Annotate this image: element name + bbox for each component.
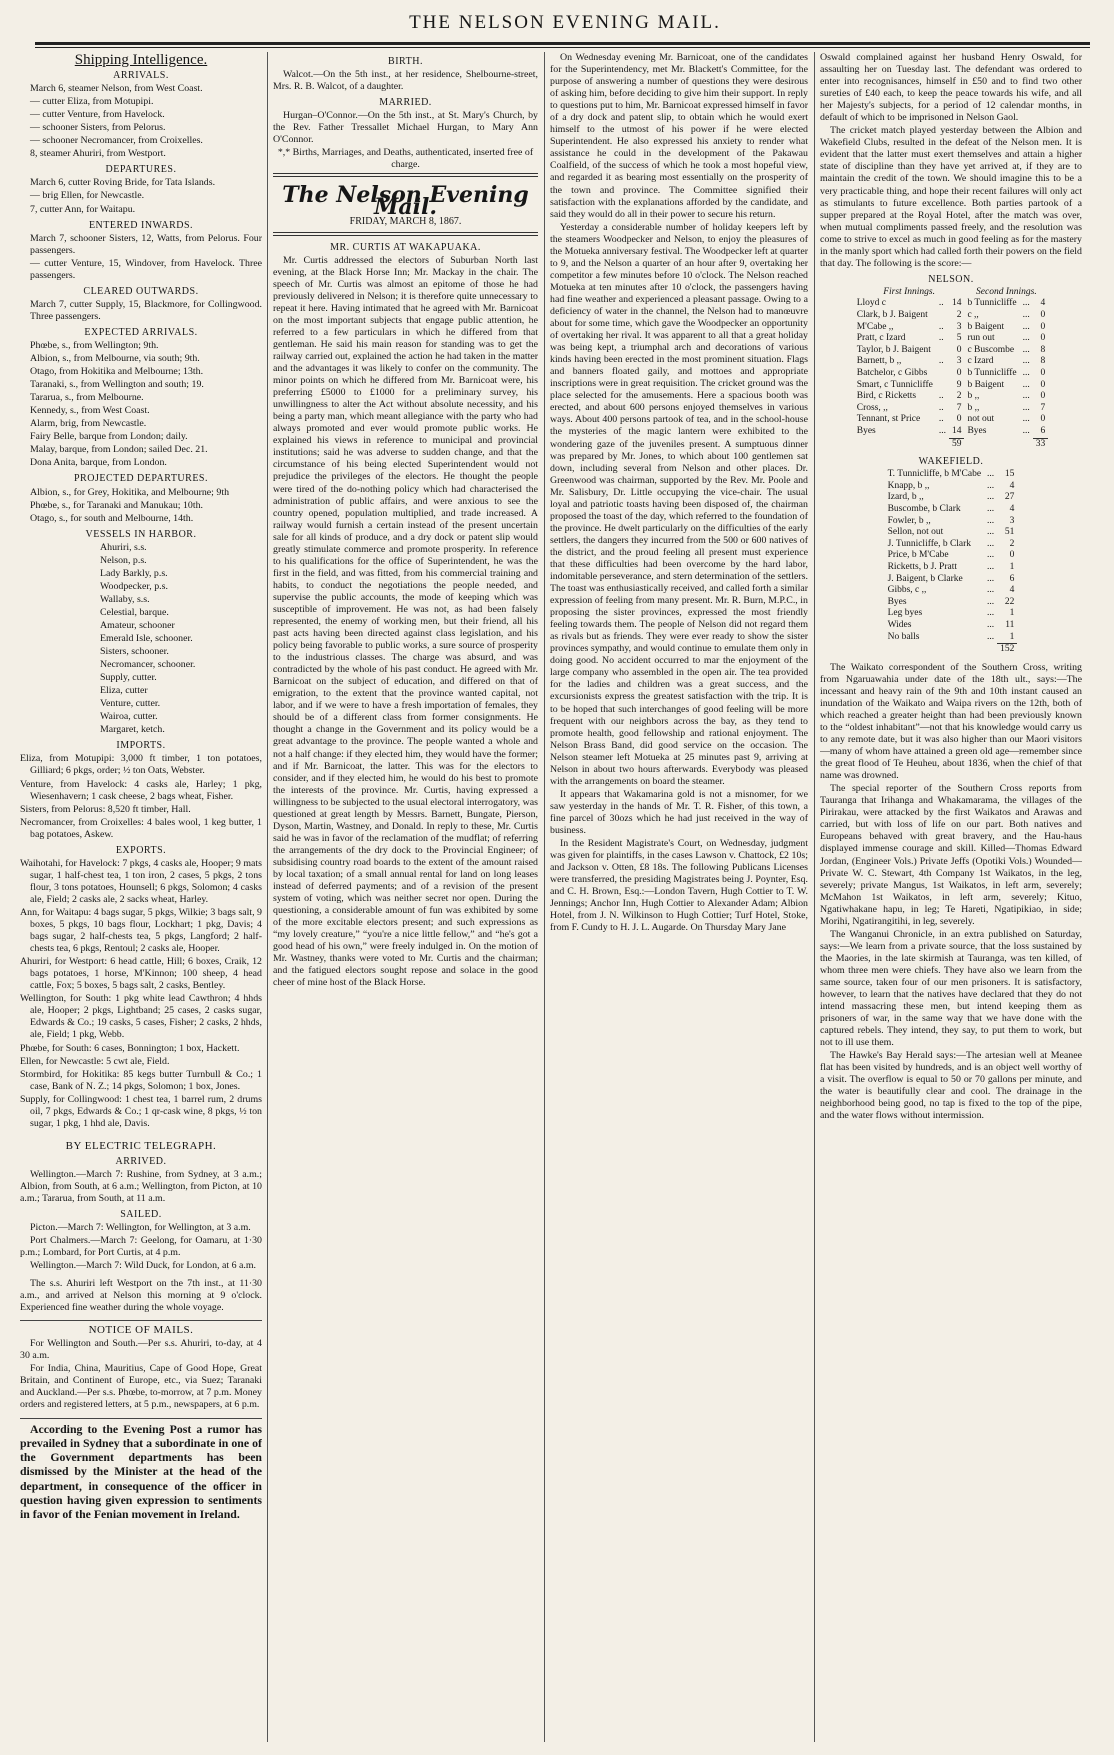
text-line: For India, China, Mauritius, Cape of Good Hope, Great Britain, and Continent of Europe, etc., via Suez; Taranaki and Auckland.—Per s.s. Phœbe, to-morrow, at 7 p.m. Money orders and registered letters, at 5 p.m., newspapers, at 6 p.m.: [20, 1362, 262, 1410]
score-cell: 8: [1040, 344, 1046, 355]
text-line: Albion, s., from Melbourne, via south; 9th.: [30, 353, 200, 365]
expected-list: [20, 340, 262, 469]
score-cell: ...: [987, 619, 995, 630]
wakefield-score-heading: WAKEFIELD.: [918, 456, 984, 468]
text-line: Otago, from Hokitika and Melbourne; 13th.: [30, 366, 204, 378]
score-row: [885, 481, 1018, 493]
arrivals-list: [20, 83, 262, 160]
text-line: Emerald Isle, schooner.: [100, 633, 193, 645]
score-cell: b Baigent: [967, 379, 1005, 390]
score-cell: No balls: [887, 631, 920, 642]
article-body: [273, 255, 538, 990]
text-line: Woodpecker, p.s.: [100, 580, 168, 592]
score-cell: ..: [938, 414, 944, 425]
score-row: [885, 574, 1018, 586]
score-row: [885, 550, 1018, 562]
score-cell: J. Baigent, b Clarke: [887, 573, 963, 584]
text-line: Amateur, schooner: [100, 619, 175, 631]
text-line: Ahuriri, s.s.: [100, 541, 147, 553]
text-line: Otago, s., for south and Melbourne, 14th.: [30, 512, 194, 524]
text-line: Eliza, from Motupipi: 3,000 ft timber, 1 ton potatoes, Gilliard; 6 pkgs, order; ½ ton Oats, Webster.: [20, 753, 262, 777]
fenian-paragraph: According to the Evening Post a rumor has prevailed in Sydney that a subordinate in one of the Government departments has been dismissed by the Minister at the head of the department, in consequence of the officer in question having given expression to sentiments in favor of the Fenian movement in Ireland.: [20, 1418, 262, 1521]
score-cell: Leg byes: [887, 608, 923, 619]
nelson-total-1: 59: [949, 438, 965, 450]
score-cell: 3: [956, 356, 962, 367]
column-news: [550, 52, 808, 1740]
score-cell: Buscombe, b Clark: [887, 504, 961, 515]
text-line: Phœbe, s., for Taranaki and Manukau; 10th.: [30, 499, 203, 511]
text-line: In the Resident Magistrate's Court, on Wednesday, judgment was given for plaintiffs, in the cases Lawson v. Chattock, £2 10s; and Jackson v. Otten, £8 18s. The following Publicans Licenses were transferred, the presiding Magistrates being J. Poynter, Esq. and C. H. Brown, Esq.:—London Tavern, Hugh Cottier to T. W. Jennings; Anchor Inn, Hugh Cottier to Alexander Adam; Albion Hotel, from J. N. Wilkinson to Hugh Cottier; Turf Hotel, Stoke, from F. Cundy to H. J. L. Augarde. On Thursday Mary Jane: [550, 838, 808, 934]
text-line: Dona Anita, barque, from London.: [30, 457, 167, 469]
score-cell: Price, b M'Cabe: [887, 550, 949, 561]
score-cell: [936, 368, 949, 380]
score-cell: Smart, c Tunnicliffe: [856, 379, 933, 390]
score-cell: b Tunnicliffe: [967, 298, 1017, 309]
text-line: Ellen, for Newcastle: 5 cwt ale, Field.: [20, 1055, 170, 1067]
score-row: [854, 356, 1049, 368]
score-cell: ..: [938, 333, 944, 344]
text-line: Fairy Belle, barque from London; daily.: [30, 431, 188, 443]
section-heading: DEPARTURES.: [105, 164, 177, 176]
score-cell: c Buscombe: [967, 344, 1015, 355]
score-row: [885, 527, 1018, 539]
score-cell: Tennant, st Price: [856, 414, 921, 425]
score-cell: ...: [1022, 310, 1030, 321]
score-cell: ...: [1022, 391, 1030, 402]
score-cell: ..: [938, 298, 944, 309]
score-cell: M'Cabe ,,: [856, 321, 894, 332]
entered-list: [20, 233, 262, 282]
text-line: Tararua, s., from Melbourne.: [30, 392, 144, 404]
score-cell: Pratt, c Izard: [856, 333, 906, 344]
score-row: [854, 403, 1049, 415]
score-cell: ..: [938, 402, 944, 413]
married-heading: MARRIED.: [379, 97, 432, 109]
score-cell: Batchelor, c Gibbs: [856, 368, 928, 379]
score-cell: Cross, ,,: [856, 402, 888, 413]
section-heading: IMPORTS.: [116, 740, 166, 752]
text-line: Wallaby, s.s.: [100, 593, 150, 605]
score-cell: 0: [1040, 391, 1046, 402]
score-cell: ...: [1022, 402, 1030, 413]
score-cell: 7: [1040, 402, 1046, 413]
score-cell: Lloyd c: [856, 298, 887, 309]
score-cell: 3: [1009, 515, 1015, 526]
text-line: Alarm, brig, from Newcastle.: [30, 418, 147, 430]
score-cell: 0: [956, 368, 962, 379]
score-cell: 0: [1040, 310, 1046, 321]
score-cell: Sellon, not out: [887, 527, 944, 538]
nelson-score-heading: NELSON.: [928, 273, 974, 285]
text-line: Supply, cutter.: [100, 672, 157, 684]
score-row: [854, 414, 1049, 426]
text-line: Phœbe, s., from Wellington; 9th.: [30, 339, 159, 351]
second-innings-label: Second Innings.: [976, 286, 1037, 297]
score-cell: ...: [987, 469, 995, 480]
score-cell: Barnett, b ,,: [856, 356, 902, 367]
score-row: [854, 333, 1049, 345]
score-cell: Izard, b ,,: [887, 492, 924, 503]
column-shipping: [20, 52, 262, 1740]
text-line: Venture, from Havelock: 4 casks ale, Harley; 1 pkg, Wiesenhavern; 1 cask cheese, 2 bags wheat, Fisher.: [20, 778, 262, 802]
ahuriri-note: The s.s. Ahuriri left Westport on the 7th inst., at 11·30 a.m., and arrived at Nelson this morning at 9 o'clock. Experienced fine weather during the whole voyage.: [20, 1278, 262, 1314]
text-line: 8, steamer Ahuriri, from Westport.: [30, 148, 166, 160]
masthead: THE NELSON EVENING MAIL.: [409, 12, 721, 33]
score-row: [885, 492, 1018, 504]
text-line: Sisters, from Pelorus: 8,520 ft timber, Hall.: [20, 803, 191, 815]
score-cell: 4: [1040, 298, 1046, 309]
score-row: [854, 310, 1049, 322]
score-cell: ...: [987, 585, 995, 596]
column-divider: [544, 52, 545, 1742]
score-cell: Byes: [887, 596, 907, 607]
score-cell: Knapp, b ,,: [887, 480, 930, 491]
text-line: Port Chalmers.—March 7: Geelong, for Oamaru, at 1·30 p.m.; Lombard, for Port Curtis, at 4 p.m.: [20, 1235, 262, 1259]
text-line: Ahuriri, for Westport: 6 head cattle, Hill; 6 boxes, Craik, 12 bags potatoes, 1 horse, M'Kinnon; 100 sheep, 4 head cattle, Fox; 5 boxes, 5 bags salt, 2 casks, Bentley.: [20, 956, 262, 992]
score-row: [885, 469, 1018, 481]
text-line: Waihotahi, for Havelock: 7 pkgs, 4 casks ale, Hooper; 9 mats sugar, 1 half-chest tea, 1 ton iron, 2 cases, 5 pkgs, 2 tons flour, 3 tons potatoes, Hounsell; 6 pkgs, Solomon; 4 casks ale, Field; 2 casks ale, 2 sacks wheat, Harley.: [20, 857, 262, 905]
married-notice: Hurgan–O'Connor.—On the 5th inst., at St. Mary's Church, by the Rev. Father Tressallet Michael Hurgan, to Mary Ann O'Connor.: [273, 110, 538, 146]
column-news-2: [820, 52, 1082, 1740]
article-heading: MR. CURTIS AT WAKAPUAKA.: [330, 241, 481, 253]
score-cell: ..: [938, 391, 944, 402]
score-cell: ...: [1022, 321, 1030, 332]
score-cell: ...: [1022, 333, 1030, 344]
score-cell: Ricketts, b J. Pratt: [887, 562, 957, 572]
text-line: Stormbird, for Hokitika: 85 kegs butter Turnbull & Co.; 1 case, Bank of N. Z.; 14 pkgs, Solomon; 1 box, Jones.: [20, 1068, 262, 1092]
score-cell: ...: [987, 515, 995, 526]
text-line: March 6, steamer Nelson, from West Coast.: [30, 83, 203, 95]
score-cell: ...: [987, 562, 995, 572]
score-cell: ...: [1022, 379, 1030, 390]
score-cell: 2: [956, 310, 962, 321]
birth-notice: Walcot.—On the 5th inst., at her residence, Shelbourne-street, Mrs. R. B. Walcot, of a daughter.: [273, 69, 538, 93]
section-heading: PROJECTED DEPARTURES.: [74, 473, 208, 485]
news-paragraphs: [550, 52, 808, 934]
score-cell: 15: [1004, 469, 1015, 480]
text-line: Wellington, for South: 1 pkg white lead Cawthron; 4 hhds ale, Hooper; 2 pkgs, Lightband; 25 cases, 2 casks sugar, Edwards & Co.; 19 casks, 5 cases, Fisher; 2 casks, 2 hhds, ale, Field; 1 pkg, Webb.: [20, 993, 262, 1041]
score-cell: [936, 310, 949, 322]
score-row: [885, 539, 1018, 551]
wanganui-paragraph: The Wanganui Chronicle, in an extra published on Saturday, says:—We learn from a private source, that the loss sustained by the Maories, in the late skirmish at Tauranga, was ten killed, of whom three men were chiefs. They have also we learn from the same source, taken four of our men prisoners. It is satisfactory, however, to learn that the natives have declared that they do not intend massacring these men, but intend keeping them as prisoners of war, in the same way that we have done with the captured rebels. They intend, they say, to put them to work, but not to ill use them.: [820, 928, 1082, 1049]
score-cell: 1: [1009, 631, 1015, 642]
score-row: [854, 298, 1049, 310]
score-cell: ...: [987, 573, 995, 584]
score-cell: run out: [967, 333, 995, 344]
score-cell: ...: [987, 596, 995, 607]
column-editorial: [273, 52, 538, 1740]
masthead-rule-thin: [35, 47, 1090, 48]
text-line: Taranaki, s., from Wellington and south; 19.: [30, 379, 204, 391]
score-cell: ...: [1022, 368, 1030, 379]
free-insertion-notice: *,* Births, Marriages, and Deaths, authenticated, inserted free of charge.: [277, 147, 534, 171]
score-cell: ..: [938, 321, 944, 332]
shipping-heading: Shipping Intelligence.: [74, 52, 208, 68]
score-row: [854, 391, 1049, 403]
score-cell: b Tunnicliffe: [967, 368, 1017, 379]
score-cell: 0: [1009, 550, 1015, 561]
text-line: For Wellington and South.—Per s.s. Ahuriri, to-day, at 4 30 a.m.: [20, 1337, 262, 1361]
score-cell: ...: [1022, 426, 1030, 437]
birth-heading: BIRTH.: [388, 56, 423, 67]
score-cell: 2: [956, 391, 962, 402]
section-heading: CLEARED OUTWARDS.: [83, 285, 199, 297]
telegraph-arrived: [20, 1169, 262, 1205]
score-cell: ...: [987, 480, 995, 491]
text-line: Supply, for Collingwood: 1 chest tea, 1 barrel rum, 2 drums oil, 7 pkgs, Edwards & Co.; 1 qr-cask wine, 8 pkgs, ½ ton sugar, 1 pkg, 1 hhd ale, Davis.: [20, 1093, 262, 1129]
score-cell: ...: [987, 608, 995, 619]
score-row: [854, 345, 1049, 357]
text-line: — schooner Sisters, from Pelorus.: [30, 122, 166, 134]
score-cell: Bird, c Ricketts: [856, 391, 917, 402]
telegraph-heading: BY ELECTRIC TELEGRAPH.: [65, 1139, 217, 1152]
score-cell: 4: [1009, 480, 1015, 491]
text-line: Phœbe, for South: 6 cases, Bonnington; 1 box, Hackett.: [20, 1042, 240, 1054]
score-cell: 8: [1040, 356, 1046, 367]
cricket-paragraph: The cricket match played yesterday between the Albion and Wakefield Clubs, resulted in the defeat of the Nelson men. It is evident that the latter must exert themselves and attain a higher state of discipline than they have yet arrived at, if they are to maintain the credit of the town. We should imagine this to be a very practicable thing, and hope their recent failures will only act as stimulants to future excellence. Both parties partook of a supper prepared at the Royal Hotel, after the match was over, when mutual compliments passed freely, and the resolution was come to strive to excel as much in good feeling as for the mastery in the manly sport which had called forth their powers on the field that day. The following is the score:—: [820, 125, 1082, 269]
text-line: Wellington.—March 7: Rushine, from Sydney, at 3 a.m.; Albion, from South, at 6 a.m.; Wellington, from Picton, at 10 a.m.; Tararua, from South, at 11 a.m.: [20, 1168, 262, 1205]
issue-date: FRIDAY, MARCH 8, 1867.: [349, 215, 462, 227]
divider: [273, 173, 538, 177]
text-line: Yesterday a considerable number of holiday keepers left by the steamers Woodpecker and Nelson, to enjoy the pleasures of the Motueka anniversary festival. The Woodpecker left at quarter to 9, and the Nelson a quarter of an hour after 9, overtaking her competitor a few minutes before 10 o'clock. The Nelson reached Motueka at ten minutes after 10 o'clock, the passengers having had fine weather and experienced a pleasant passage. Owing to a deficiency of water in the channel, the Nelson had to manœuvre about for some time, which gave the Woodpecker an opportunity of overtaking her rival. It was apparent to all that a great holiday was being kept, a triumphal arch and decorations of various kinds having been erected in the most prominent situation. Flags and banners floated gaily, and mottoes and appropriate inscriptions were in great requisition. The cricket ground was the place selected for the amusements. Here a spacious booth was erected, and about 600 persons enjoyed themselves in various ways. About 400 persons partook of tea, and in the school-house the mysteries of the magic lantern were exhibited to the wondering gaze of the juveniles present. A sumptuous dinner was prepared by Mr. Jones, to which about 100 gentlemen sat down, including several from Nelson and other places. Dr. Greenwood was chairman, supported by the Rev. Mr. Poole and Mr. Salisbury, Dr. Little occupying the vice-chair. The usual loyal and patriotic toasts having been disposed of, the chairman proposed the toast of the day, which referred to the foundation of the province. He dwelt particularly on the difficulties of the early settlers, the dangers they incurred from the 500 or 600 natives of the district, and the proud feeling all present must experience that these difficulties had been overcome by the hard labor, indomitable perseverance, and stern determination of the settlers. The toast was enthusiastically received, and called forth a similar expression of feeling from many present. Mr. R. Burn, M.P.C., in proposing the sister provinces, expressed the most friendly feeling towards them. The people of Nelson did not regard them as rivals but as friends. They were ever ready to show the sister provinces sympathy, and would continue to emulate them only in doing good. No accident occurred to mar the enjoyment of the large company who assembled in the open air. The tea provided for the ladies and children was a great success, and the excursionists express the greatest satisfaction with the trip. It is to be hoped that such interchanges of good feeling will be more frequent with our neighbors across the bay, as they tend to promote health, good fellowship and rational enjoyment. The Nelson Brass Band, did good service on the occasion. The Nelson steamer left Motueka at 25 minutes past 9, arriving at Nelson in about two hours afterwards. Everybody was pleased with the arrangements on board the steamer.: [550, 221, 808, 787]
text-line: — cutter Eliza, from Motupipi.: [30, 96, 154, 108]
section-heading: ARRIVALS.: [113, 70, 169, 82]
score-cell: Clark, b J. Baigent: [856, 310, 928, 321]
score-cell: ...: [1022, 298, 1030, 309]
text-line: Malay, barque, from London; sailed Dec. 21.: [30, 444, 208, 456]
nelson-scorecard: [854, 287, 1049, 450]
score-cell: c Izard: [967, 356, 994, 367]
nelson-total-2: 33: [1033, 438, 1049, 450]
score-cell: [936, 380, 949, 392]
exports-list: [20, 858, 262, 1130]
score-row: [885, 562, 1018, 574]
text-line: Celestial, barque.: [100, 606, 169, 618]
section-heading: VESSELS IN HARBOR.: [85, 528, 197, 540]
score-cell: not out: [967, 414, 995, 425]
tauranga-paragraph: The special reporter of the Southern Cross reports from Tauranga that Irihanga and Whakamarama, the villages of the Pirirakau, were attacked by the first Waikatos and Arawas and carried, but with loss of life on our part. Both natives and Europeans behaved with great bravery, and the Hau-haus displayed immense courage and skill. Killed—Thomas Edward Jordan, (Engineer Vols.) Private Jeffs (Opotiki Vols.) Wounded—Private W. C. Stewart, 4th Company 1st Waikatos, in the leg, severely; private Mangus, 1st Waikatos, in left arm, severely; McMahon 1st Waikatos, in left arm, severely; Kituo, Ngatiwhakane hapu, in leg; Te Hareti, Ngatipikiao, in side; Morihi, Ngatirangitihi, in leg, severely.: [820, 783, 1082, 927]
section-heading: EXPORTS.: [115, 844, 167, 856]
score-row: [885, 597, 1018, 609]
score-cell: [936, 345, 949, 357]
score-cell: 27: [1004, 492, 1015, 503]
text-line: 7, cutter Ann, for Waitapu.: [30, 203, 136, 215]
score-cell: b Baigent: [967, 321, 1005, 332]
score-cell: 4: [1009, 504, 1015, 515]
score-cell: 0: [1040, 414, 1046, 425]
column-divider: [267, 52, 268, 1742]
score-cell: ...: [1022, 344, 1030, 355]
score-cell: ...: [987, 504, 995, 515]
score-row: [854, 368, 1049, 380]
text-line: Eliza, cutter: [100, 685, 148, 697]
nelson-rows: [854, 298, 1049, 438]
wakefield-rows: [885, 469, 1018, 643]
score-cell: 1: [1009, 608, 1015, 619]
score-cell: 0: [1040, 379, 1046, 390]
text-line: Wellington.—March 7: Wild Duck, for London, at 6 a.m.: [30, 1260, 256, 1272]
wakefield-scorecard: [885, 469, 1018, 656]
score-cell: Wides: [887, 619, 912, 630]
text-line: — brig Ellen, for Newcastle.: [30, 190, 145, 202]
score-cell: ...: [987, 527, 995, 538]
score-cell: J. Tunnicliffe, b Clark: [887, 538, 972, 549]
hawkes-bay-paragraph: The Hawke's Bay Herald says:—The artesian well at Meanee flat has been visited by hundreds, and is an object well worthy of a visit. The overflow is equal to 50 or 70 gallons per minute, and the water is beautifully clear and cool. The drainage in the neighborhood being good, no tap is fixed to the top of the pipe, and the water flows without intermission.: [820, 1050, 1082, 1122]
score-row: [885, 516, 1018, 528]
section-heading: EXPECTED ARRIVALS.: [84, 326, 198, 338]
score-cell: 0: [1040, 333, 1046, 344]
score-row: [854, 426, 1049, 438]
score-cell: c ,,: [967, 310, 979, 321]
first-innings-label: First Innings.: [883, 286, 935, 297]
score-row: [885, 585, 1018, 597]
telegraph-sailed: [20, 1222, 262, 1272]
score-row: [854, 322, 1049, 334]
text-line: Picton.—March 7: Wellington, for Wellington, at 3 a.m.: [30, 1222, 251, 1234]
score-cell: 0: [1040, 368, 1046, 379]
section-heading: SAILED.: [120, 1209, 162, 1221]
score-cell: 14: [951, 298, 962, 309]
section-heading: ENTERED INWARDS.: [88, 219, 194, 231]
score-cell: Fowler, b ,,: [887, 515, 931, 526]
text-line: On Wednesday evening Mr. Barnicoat, one of the candidates for the Superintendency, met Mr. Blackett's Committee, for the purpose of answering a number of questions they were desirous of asking him, before deciding to give him their support. In reply to questions put to him, Mr. Barnicoat expressed himself in favor of a dry dock and patent slip, to obtain which he would exert himself to the utmost of his power if he were elected Superintendent. He also expressed his anxiety to render what assistance he could in the development of the Pakawau Coalfield, of the success of which he took a most hopeful view, and regarded it as bearing most essentially on the prosperity of the town and province. The Committee signified their satisfaction with the explanations afforded by the candidate, and said they would do all in their power to secure his return.: [550, 52, 808, 220]
score-cell: T. Tunnicliffe, b M'Cabe: [887, 469, 982, 480]
text-line: Lady Barkly, p.s.: [100, 567, 168, 579]
score-cell: ...: [987, 538, 995, 549]
wakefield-total: 152: [997, 644, 1017, 656]
score-cell: b ,,: [967, 402, 980, 413]
score-cell: 2: [1009, 538, 1015, 549]
score-cell: 3: [956, 321, 962, 332]
departures-list: [20, 177, 262, 215]
text-line: Necromancer, from Croixelles: 4 bales wool, 1 keg butter, 1 bag potatoes, Askew.: [20, 816, 262, 840]
text-line: March 7, schooner Sisters, 12, Watts, from Pelorus. Four passengers.: [30, 232, 262, 256]
imports-list: [20, 753, 262, 840]
text-line: — cutter Venture, 15, Windover, from Havelock. Three passengers.: [30, 257, 262, 281]
score-cell: Byes: [856, 426, 876, 437]
score-cell: 22: [1004, 596, 1015, 607]
score-cell: ..: [938, 356, 944, 367]
score-cell: 14: [951, 426, 962, 437]
score-cell: ...: [987, 550, 995, 561]
text-line: Wairoa, cutter.: [100, 711, 158, 723]
divider: [273, 232, 538, 236]
text-line: March 7, cutter Supply, 15, Blackmore, for Collingwood. Three passengers.: [30, 298, 262, 322]
score-cell: b ,,: [967, 391, 980, 402]
projected-list: [20, 487, 262, 525]
text-line: Margaret, ketch.: [100, 724, 165, 736]
score-cell: ...: [987, 492, 995, 503]
score-row: [885, 620, 1018, 632]
score-cell: Gibbs, c ,,: [887, 585, 927, 596]
masthead-rule: [35, 42, 1090, 45]
score-cell: 51: [1004, 527, 1015, 538]
score-cell: 0: [956, 344, 962, 355]
waikato-paragraph: The Waikato correspondent of the Southern Cross, writing from Ngaruawahia under date of the 18th ult., says:—The incessant and heavy rain of the 9th and 10th instant caused an inundation of the Waikato and Waipa rivers on the 12th, both of which reached a greater height than had been previously known to the “oldest inhabitant”—not that his knowledge would carry us to any remote date, but it was also higher than our Maori visitors—many of whom have attained a green old age—remember since the great flood of Te Heuheu, about 1836, when the chief of that name was drowned.: [820, 661, 1082, 782]
paper-title: The Nelson Evening Mail.: [282, 182, 529, 221]
mails-heading: NOTICE OF MAILS.: [20, 1320, 262, 1336]
score-cell: Taylor, b J. Baigent: [856, 344, 931, 355]
mails-list: [20, 1338, 262, 1411]
section-heading: ARRIVED.: [115, 1155, 167, 1167]
score-row: [885, 608, 1018, 620]
column-divider: [814, 52, 815, 1742]
score-cell: 9: [956, 379, 962, 390]
score-row: [854, 380, 1049, 392]
score-cell: 6: [1040, 426, 1046, 437]
text-line: Necromancer, schooner.: [100, 659, 196, 671]
score-cell: 7: [956, 402, 962, 413]
score-cell: Byes: [967, 426, 987, 437]
text-line: Albion, s., for Grey, Hokitika, and Melbourne; 9th: [30, 486, 230, 498]
text-line: Nelson, p.s.: [100, 554, 147, 566]
score-cell: ...: [1022, 356, 1030, 367]
text-line: Mr. Curtis addressed the electors of Suburban North last evening, at the Black Horse Inn; Mr. Mackay in the chair. The speech of Mr. Curtis was almost an epitome of those he had previously delivered in Nelson; it is therefore quite unnecessary to repeat it here. Having intimated that he agreed with Mr. Barnicoat on the most important subjects that engage public attention, he referred to a few particulars in which he differed from that gentleman. He said his main reason for standing was to get the railway carried out, explained the action he had taken in the matter and the advantages it was likely to confer on the community. The minor points on which he differed from Mr. Barnicoat were, his preferring £5000 to £1000 for a preliminary survey, his unwillingness to alter the Act without absolute necessity, and his being a party man, which meant allegiance with the party who had always promoted and ever would promote public works. He explained his views in reference to municipal and provincial institutions; said he was adverse to sudden change, and that the circumstance of his being elected Superintendent would not prejudice the privileges of the electors. He thought the people were tired of the do-nothing policy which had characterised the administration of public affairs, and were anxious to see the country opened, population multiplied, and trade increased. A railway would furnish a certain instead of the present uncertain sale for all kinds of produce, and a dry dock or patent slip would greatly stimulate commerce and promote prosperity. In reference to his qualifications for the office of Superintendent, he was the first in the field, and was fitted, from his commercial training and habits, to conduct the negotiations the people needed, and supervise the public accounts, the mode of keeping which was susceptible of improvement. He was not, as had been falsely represented, the enemy of working men, but their friend, all his past acts having been directed against class legislation, and his policy being favorable to public works, a sure source of prosperity to the industrious classes. The charge was absurd, and was contradicted by the whole of his past conduct. He agreed with Mr. Barnicoat on the subject of education, and differed on that of emigration, to the extent that the province wanted capital, not labor, and if we were to have a fresh importation of females, they should be of a different class from former consignments. He thought a change in the Government and its policy would be a great advantage to the province. The people wanted a whole and not a half change: if they elected him, they would have the former; and if Mr. Barnicoat, the latter. This was for the electors to consider, and if they elected him, he would do his best to promote the interests of the province. Mr. Curtis, having expressed a willingness to be subjected to the usual electoral interrogatory, was questioned at great length by Messrs. Barnett, Bungate, Pierson, Dyson, Martin, Wastney, and Donald. In reply to these, Mr. Curtis said he was in favor of the reclamation of the mudflat; of referring the arrangements of the dry dock to the Provincial Engineer; of subsidising country road boards to the extent of the amount raised by local taxation; of a small annual rental for land on long leases instead of deferred payments; and of a revision of the present system of voting, which was neither secret nor open. During the questioning, a considerable amount of fun was exhibited by some of the more excitable electors present; and such expressions as “my lovely creature,” “you're a nice little fellow,” and “he's got a good head of his own,” were freely indulged in. On the motion of Mr. Wastney, thanks were voted to Mr. Curtis and the chairman; and the fatigued electors sought repose and solace in the good cheer of mine host of the Black Horse.: [273, 254, 538, 989]
text-line: Sisters, schooner.: [100, 646, 169, 658]
score-cell: 6: [1009, 573, 1015, 584]
text-line: Kennedy, s., from West Coast.: [30, 405, 150, 417]
score-row: [885, 632, 1018, 644]
text-line: Ann, for Waitapu: 4 bags sugar, 5 pkgs, Wilkie; 3 bags salt, 9 boxes, 5 pkgs, 10 bags flour, Lockhart; 1 pkg, Davis; 4 bags sugar, 2 half-chests tea, 5 pkgs, Langford; 2 half-chests tea, 6 pkgs, Rentoul; 2 casks ale, Hooper.: [20, 907, 262, 955]
text-line: — cutter Venture, from Havelock.: [30, 109, 165, 121]
score-cell: 0: [1040, 321, 1046, 332]
score-cell: ...: [938, 426, 946, 437]
vessels-list: [20, 542, 262, 737]
cleared-list: [20, 299, 262, 323]
score-cell: 5: [956, 333, 962, 344]
text-line: — schooner Necromancer, from Croixelles.: [30, 135, 203, 147]
score-row: [885, 504, 1018, 516]
text-line: Venture, cutter.: [100, 698, 161, 710]
text-line: It appears that Wakamarina gold is not a misnomer, for we saw yesterday in the hands of Mr. T. R. Fisher, of this town, a fine parcel of 30ozs which he had just received in the way of business.: [550, 788, 808, 836]
text-line: March 6, cutter Roving Bride, for Tata Islands.: [30, 177, 216, 189]
score-cell: ...: [987, 631, 995, 642]
oswald-paragraph: Oswald complained against her husband Henry Oswald, for assaulting her on Tuesday last. The defendant was ordered to enter into recognisances, himself in £50 and to find two other sureties of £40 each, to keep the peace towards his wife, and all her Majesty's subjects, for a period of 12 calendar months, in default of which to be imprisoned in Nelson Gaol.: [820, 52, 1082, 124]
score-cell: 1: [1009, 562, 1015, 572]
score-cell: 0: [956, 414, 962, 425]
score-cell: 4: [1009, 585, 1015, 596]
score-cell: ...: [1022, 414, 1030, 425]
score-cell: 11: [1005, 619, 1015, 630]
